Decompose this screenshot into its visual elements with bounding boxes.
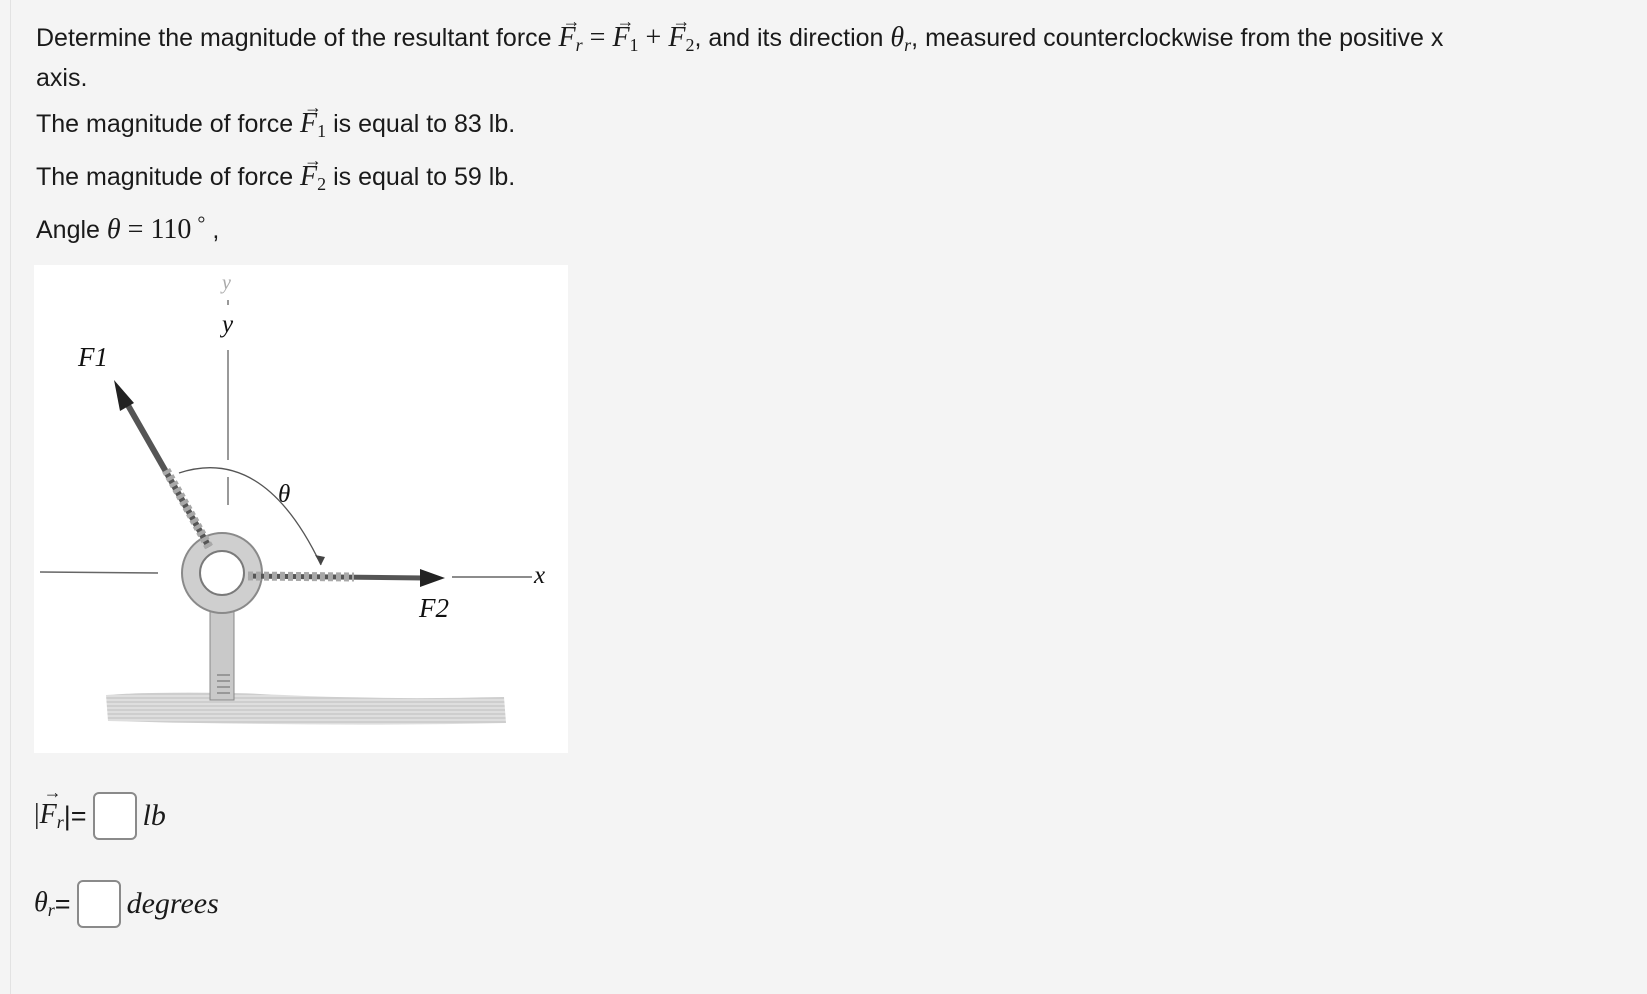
direction-equals: = bbox=[54, 888, 71, 919]
label-f1: F1 bbox=[78, 342, 108, 372]
direction-label: $\theta_r$ bbox=[34, 887, 55, 920]
force-diagram-svg bbox=[34, 265, 568, 753]
question-mid: , and its direction bbox=[694, 24, 891, 52]
eyebolt-hole bbox=[200, 551, 244, 595]
question-prefix: Determine the magnitude of the resultant force bbox=[36, 24, 559, 52]
magnitude-unit: lb bbox=[142, 799, 166, 832]
direction-input[interactable] bbox=[77, 880, 121, 928]
f1-magnitude-line: The magnitude of force → $F_1$ is equal to 83 lb. bbox=[36, 104, 1647, 151]
vec-f2-inline: → $F_2$ bbox=[300, 157, 326, 204]
label-y: y bbox=[222, 311, 234, 338]
label-theta: θ bbox=[278, 481, 291, 508]
question-line-1 bbox=[36, 18, 1647, 58]
f2-magnitude-line: The magnitude of force → $F_2$ is equal to 59 lb. bbox=[36, 157, 1647, 204]
direction-answer-row bbox=[34, 880, 219, 928]
label-x: x bbox=[534, 562, 546, 589]
question-text bbox=[36, 18, 1647, 250]
vec-f1: → $F_1$ bbox=[612, 18, 638, 58]
magnitude-input[interactable] bbox=[93, 792, 137, 840]
vec-f2: → $F_2$ bbox=[668, 18, 694, 58]
theta-r: $\theta_r$ bbox=[890, 22, 912, 55]
label-y-faint: y bbox=[222, 272, 231, 294]
left-rule bbox=[10, 0, 11, 994]
f2-arrowhead bbox=[420, 569, 445, 587]
x-axis-left bbox=[40, 572, 158, 573]
vec-fr: → $F_r$ bbox=[559, 18, 583, 58]
question-suffix: , measured counterclockwise from the positive x bbox=[911, 24, 1444, 52]
force-diagram bbox=[34, 265, 568, 753]
vec-f1-inline: → $F_1$ bbox=[300, 104, 326, 151]
f1-rod bbox=[121, 393, 209, 547]
label-f2: F2 bbox=[419, 593, 449, 623]
resultant-equation: → $F_r$ = → $F_1$ + → $F_2$ bbox=[559, 22, 695, 53]
magnitude-label: |→ $F_r$ bbox=[34, 799, 64, 833]
magnitude-answer-row bbox=[34, 792, 166, 840]
angle-line: Angle θ = 110 ° , bbox=[36, 213, 220, 245]
magnitude-equals: |= bbox=[63, 800, 87, 831]
ground-surface bbox=[106, 693, 506, 725]
direction-unit: degrees bbox=[126, 887, 219, 920]
question-line-2: axis. bbox=[36, 64, 88, 92]
